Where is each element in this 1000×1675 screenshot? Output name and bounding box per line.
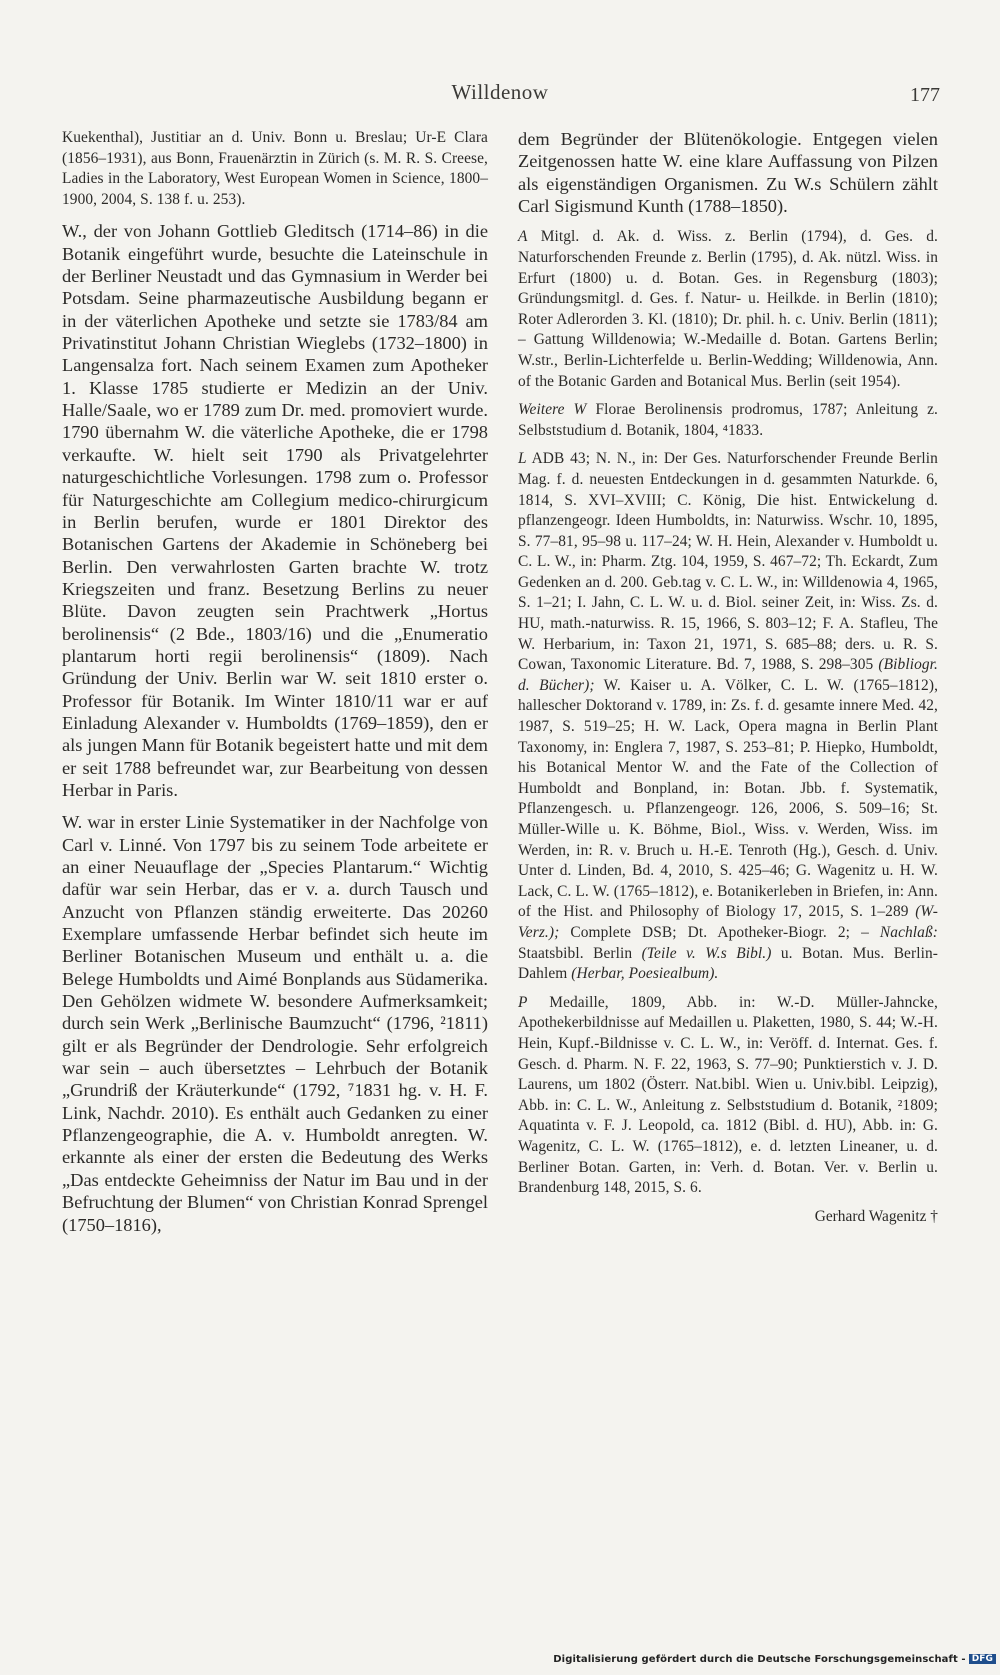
section-label-w: Weitere W	[518, 401, 587, 419]
biography-paragraph-2: W. war in erster Linie Systematiker in der Nachfolge von Carl v. Linné. Von 1797 bis zu seinem Tode arbeitete er an einer Neuauflage der „Species Plantarum.“ Wichtig dafür war sein Herbar, das er v. a. durch Tausch und Anzucht von Pflanzen ständig erweiterte. Das 20260 Exemplare umfassende Herbar befindet sich heute im Berliner Botanischen Museum und enthält u. a. die Belege Humboldts und Aimé Bonplands aus Südamerika. Den Gehölzen widmete W. besondere Aufmerksamkeit; durch sein Werk „Berlinische Baumzucht“ (1796, ²1811) gilt er als Begründer der Dendrologie. Sehr erfolgreich war sein – auch übersetztes – Lehrbuch der Botanik „Grundriß der Kräuterkunde“ (1792, ⁷1831 hg. v. H. F. Link, Nachdr. 2010). Es enthält auch Gedanken zu einer Pflanzengeographie, die A. v. Humboldt anregten. W. erkannte als einer der ersten die Bedeutung des Werks „Das entdeckte Geheimniss der Natur im Bau und in der Befruchtung der Blumen“ von Christian Konrad Sprengel (1750–1816),	[62, 812, 488, 1235]
section-works-text: Florae Berolinensis prodromus, 1787; Anleitung z. Selbststudium d. Botanik, 1804, ⁴1833.	[518, 401, 938, 439]
intro-note: Kuekenthal), Justitiar an d. Univ. Bonn u. Breslau; Ur-E Clara (1856–1931), aus Bonn, Frauenärztin in Zürich (s. M. R. S. Creese, Ladies in the Laboratory, West European Women in Science, 1800–1900, 2004, S. 138 f. u. 253).	[62, 129, 488, 208]
dfg-logo: DFG	[969, 1654, 996, 1664]
literature-text-2: W. Kaiser u. A. Völker, C. L. W. (1765–1812), hallescher Doktorand v. 1789, in: Zs. f. d. gesamte innere Med. 42, 1987, S. 519–25; H. W. Lack, Opera magna in Berlin Plant Taxonomy, in: Englera 7, 1987, S. 253–81; P. Hiepko, Humboldt, his Botanical Mentor W. and the Fate of the Collection of Humboldt and Bonpland, in: Botan. Jbb. f. Systematik, Pflanzengesch. u. Pflanzengeogr. 126, 2006, S. 509–16; St. Müller-Wille u. K. Böhme, Biol., Wiss. v. Werden, Wiss. im Werden, in: R. v. Bruch u. H.-E. Tenroth (Hg.), Gesch. d. Univ. Unter d. Linden, Bd. 4, 2010, S. 425–46; G. Wagenitz u. H. W. Lack, C. L. W. (1765–1812), e. Botanikerleben in Briefen, in: Ann. of the Hist. and Philosophy of Biology 17, 2015, S. 1–289	[518, 676, 939, 921]
biography-continuation: dem Begründer der Blütenökologie. Entgegen vielen Zeitgenossen hatte W. eine klare Auffassung von Pilzen als eigenständigen Organismen. Zu W.s Schülern zählt Carl Sigismund Kunth (1788–1850).	[518, 129, 938, 217]
literature-text-3: Complete DSB; Dt. Apotheker-Biogr. 2; –	[570, 923, 869, 941]
section-works	[518, 400, 938, 441]
left-column	[62, 128, 488, 1236]
section-literature	[518, 449, 938, 984]
literature-italic-4: (Teile v. W.s Bibl.)	[641, 944, 772, 962]
biography-paragraph-1: W., der von Johann Gottlieb Gleditsch (1714–86) in die Botanik eingeführt wurde, besuchte die Lateinschule in der Berliner Neustadt und das Gymnasium in Werder bei Potsdam. Seine pharmazeutische Ausbildung begann er in der väterlichen Apotheke und setzte sie 1783/84 am Privatinstitut Johann Christian Wieglebs (1732–1800) in Langensalza fort. Nach seinem Examen zum Apotheker 1. Klasse 1785 studierte er Medizin an der Univ. Halle/Saale, wo er 1789 zum Dr. med. promoviert wurde. 1790 übernahm W. die väterliche Apotheke, die er 1798 verkaufte. W. hielt seit 1790 als Privatgelehrter naturgeschichtliche Vorlesungen. 1798 zum o. Professor für Naturgeschichte am Collegium medico-chirurgicum in Berlin berufen, wurde er 1801 Direktor des Botanischen Gartens der Akademie in Schöneberg bei Berlin. Den verwahrlosten Garten brachte W. trotz Kriegszeiten und franz. Besetzung Berlins zu neuer Blüte. Davon zeugten sein Prachtwerk „Hortus berolinensis“ (2 Bde., 1803/16) und die „Enumeratio plantarum horti regii berolinensis“ (1809). Nach Gründung der Univ. Berlin war W. seit 1810 erster o. Professor für Botanik. Im Winter 1810/11 war er auf Einladung Alexander v. Humboldts (1769–1859), den er als jungen Mann für Botanik begeistert hatte und mit dem er seit 1788 befreundet war, zur Bearbeitung von dessen Herbar in Paris.	[62, 221, 488, 800]
section-portraits	[518, 993, 938, 1199]
literature-italic-3: Nachlaß:	[879, 923, 939, 941]
footer-text: Digitalisierung gefördert durch die Deutsche Forschungsgemeinschaft -	[553, 1654, 966, 1665]
section-label-a: A	[518, 228, 528, 246]
literature-italic-5: (Herbar, Poesiealbum).	[571, 965, 719, 983]
section-awards-text: Mitgl. d. Ak. d. Wiss. z. Berlin (1794), d. Ges. d. Naturforschenden Freunde z. Berlin (1795), d. Ak. nützl. Wiss. in Erfurt (1800) u. d. Botan. Ges. in Regensburg (1803); Gründungsmitgl. d. Ges. f. Natur- u. Heilkde. in Berlin (1810); Roter Adlerorden 3. Kl. (1810); Dr. phil. h. c. Univ. Berlin (1811); – Gattung Willdenowia; W.-Medaille d. Botan. Gartens Berlin; W.str., Berlin-Lichterfelde u. Berlin-Wedding; Willdenowia, Ann. of the Botanic Garden and Botanical Mus. Berlin (seit 1954).	[518, 228, 939, 390]
section-label-l: L	[518, 450, 527, 468]
page-number: 177	[910, 84, 940, 106]
section-label-p: P	[518, 993, 528, 1011]
literature-italic-1: (Bibliogr. d. Bücher);	[518, 656, 938, 694]
literature-italic-2: (W-Verz.);	[518, 903, 938, 941]
literature-text-5: u. Botan. Mus. Berlin-Dahlem	[518, 944, 938, 983]
section-portraits-text: Medaille, 1809, Abb. in: W.-D. Müller-Jahncke, Apothekerbildnisse auf Medaillen u. Plaketten, 1980, S. 44; W.-H. Hein, Kupf.-Bildnisse v. C. L. W., in: Veröff. d. Internat. Ges. f. Gesch. d. Pharm. N. F. 22, 1963, S. 77–90; Punktierstich v. J. D. Laurens, um 1802 (Österr. Nat.bibl. Wien u. Univ.bibl. Leipzig), Abb. in: C. L. W., Anleitung z. Selbststudium d. Botanik, ²1809; Aquatinta v. F. J. Leopold, ca. 1812 (Bibl. d. HU), Abb. in: G. Wagenitz, C. L. W. (1765–1812), e. d. letzten Lineaner, u. d. Berliner Botan. Garten, in: Verh. d. Botan. Ver. v. Berlin u. Brandenburg 148, 2015, S. 6.	[518, 993, 938, 1197]
section-awards	[518, 227, 938, 392]
literature-text-4: Staatsbibl. Berlin	[518, 944, 633, 962]
literature-text-1: ADB 43; N. N., in: Der Ges. Naturforschender Freunde Berlin Mag. f. d. neuesten Entdeckungen in d. gesammten Naturkde. 6, 1814, S. XVI–XVIII; C. König, Die hist. Entwickelung d. pflanzengeogr. Ideen Humboldts, in: Naturwiss. Wschr. 10, 1895, S. 77–81, 95–98 u. 117–24; W. H. Hein, Alexander v. Humboldt u. C. L. W., in: Pharm. Ztg. 104, 1959, S. 467–72; Th. Eckardt, Zum Gedenken an d. 200. Geb.tag v. C. L. W., in: Willdenowia 4, 1965, S. 1–21; I. Jahn, C. L. W. u. d. Biol. seiner Zeit, in: Wiss. Zs. d. HU, math.-naturwiss. R. 15, 1966, S. 803–12; F. A. Stafleu, The W. Herbarium, in: Taxon 21, 1971, S. 685–88; ders. u. R. S. Cowan, Taxonomic Literature. Bd. 7, 1988, S. 298–305	[518, 450, 938, 674]
author-signature: Gerhard Wagenitz †	[814, 1207, 938, 1225]
funding-footer	[553, 1654, 996, 1665]
running-header: Willdenow	[451, 80, 549, 104]
right-column	[518, 128, 938, 1227]
